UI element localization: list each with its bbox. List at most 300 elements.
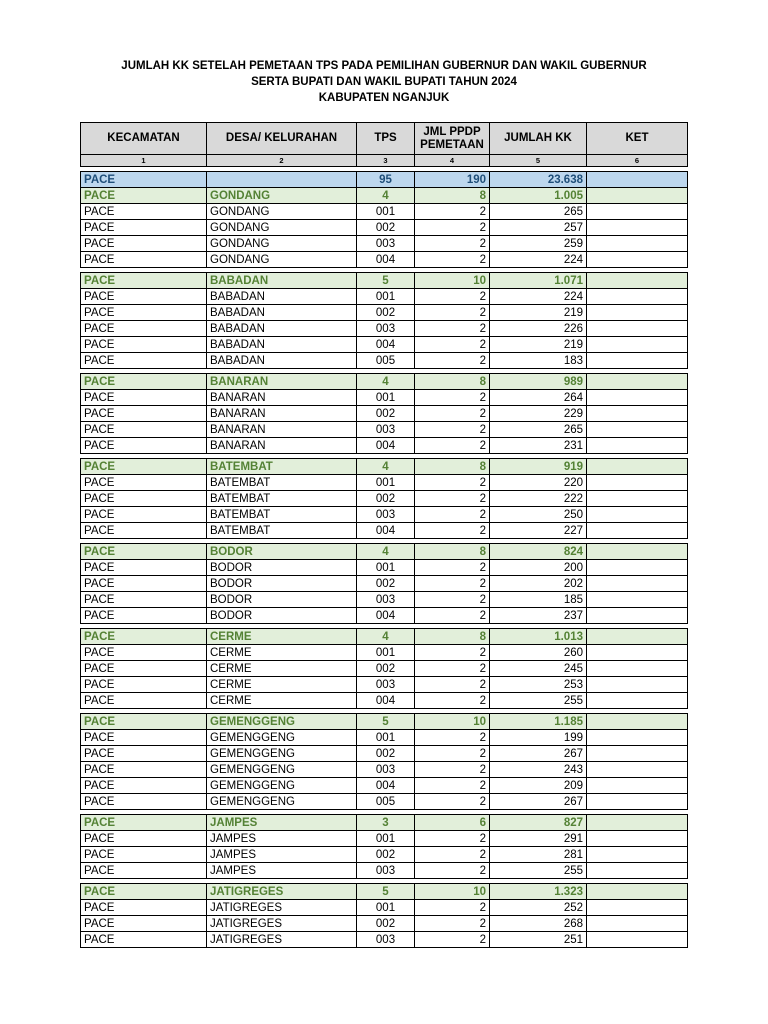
cell-ket xyxy=(587,746,688,762)
cell-ppdp: 2 xyxy=(415,305,490,321)
cell-kk: 252 xyxy=(490,900,587,916)
cell-ket xyxy=(587,576,688,592)
cell-tps: 003 xyxy=(357,422,415,438)
table-row xyxy=(81,305,688,321)
cell-kecamatan: PACE xyxy=(81,390,207,406)
cell-kecamatan: PACE xyxy=(81,252,207,268)
cell-ppdp: 2 xyxy=(415,608,490,624)
group-summary-row xyxy=(81,273,688,289)
cell-tps: 003 xyxy=(357,762,415,778)
cell-tps: 004 xyxy=(357,252,415,268)
cell-ket xyxy=(587,321,688,337)
group-tps: 5 xyxy=(357,884,415,900)
cell-desa: BABADAN xyxy=(207,337,357,353)
table-row xyxy=(81,422,688,438)
table-row xyxy=(81,337,688,353)
cell-ket xyxy=(587,592,688,608)
group-tps: 5 xyxy=(357,714,415,730)
table-row xyxy=(81,523,688,539)
cell-ket xyxy=(587,916,688,932)
cell-kk: 265 xyxy=(490,422,587,438)
cell-kecamatan: PACE xyxy=(81,778,207,794)
cell-kk: 202 xyxy=(490,576,587,592)
cell-ket xyxy=(587,645,688,661)
cell-ppdp: 2 xyxy=(415,576,490,592)
cell-ket xyxy=(587,900,688,916)
cell-ppdp: 2 xyxy=(415,491,490,507)
cell-ppdp: 2 xyxy=(415,438,490,454)
cell-ppdp: 2 xyxy=(415,204,490,220)
cell-ppdp: 2 xyxy=(415,746,490,762)
cell-kecamatan: PACE xyxy=(81,204,207,220)
group-kecamatan: PACE xyxy=(81,815,207,831)
group-kecamatan: PACE xyxy=(81,714,207,730)
group-ket xyxy=(587,714,688,730)
cell-ppdp: 2 xyxy=(415,762,490,778)
table-row xyxy=(81,900,688,916)
cell-tps: 002 xyxy=(357,576,415,592)
document-title-line3: KABUPATEN NGANJUK xyxy=(318,92,450,104)
group-ppdp: 8 xyxy=(415,374,490,390)
cell-desa: BANARAN xyxy=(207,390,357,406)
cell-ppdp: 2 xyxy=(415,645,490,661)
cell-ppdp: 2 xyxy=(415,422,490,438)
cell-tps: 004 xyxy=(357,438,415,454)
group-ppdp: 8 xyxy=(415,459,490,475)
cell-ket xyxy=(587,289,688,305)
cell-ppdp: 2 xyxy=(415,560,490,576)
cell-kk: 251 xyxy=(490,932,587,948)
cell-kk: 291 xyxy=(490,831,587,847)
cell-desa: CERME xyxy=(207,677,357,693)
table-row xyxy=(81,794,688,810)
cell-kecamatan: PACE xyxy=(81,576,207,592)
group-kecamatan: PACE xyxy=(81,459,207,475)
table-row xyxy=(81,576,688,592)
header-row xyxy=(81,123,688,155)
table-row xyxy=(81,762,688,778)
header-jumlah-kk: JUMLAH KK xyxy=(490,123,587,155)
table-row xyxy=(81,693,688,709)
group-kk: 1.005 xyxy=(490,188,587,204)
group-summary-row xyxy=(81,815,688,831)
group-desa: JATIGREGES xyxy=(207,884,357,900)
table-row xyxy=(81,778,688,794)
cell-kecamatan: PACE xyxy=(81,847,207,863)
cell-kecamatan: PACE xyxy=(81,608,207,624)
cell-ppdp: 2 xyxy=(415,337,490,353)
cell-kk: 199 xyxy=(490,730,587,746)
cell-desa: GONDANG xyxy=(207,220,357,236)
table-row xyxy=(81,438,688,454)
header-ket: KET xyxy=(587,123,688,155)
table-row xyxy=(81,220,688,236)
cell-ket xyxy=(587,390,688,406)
cell-tps: 002 xyxy=(357,406,415,422)
table-row xyxy=(81,353,688,369)
cell-kecamatan: PACE xyxy=(81,523,207,539)
group-desa: CERME xyxy=(207,629,357,645)
group-kecamatan: PACE xyxy=(81,273,207,289)
group-ppdp: 8 xyxy=(415,629,490,645)
group-desa: BODOR xyxy=(207,544,357,560)
cell-desa: CERME xyxy=(207,645,357,661)
cell-desa: BODOR xyxy=(207,576,357,592)
cell-ppdp: 2 xyxy=(415,900,490,916)
cell-ppdp: 2 xyxy=(415,252,490,268)
cell-desa: BABADAN xyxy=(207,321,357,337)
col-number: 4 xyxy=(415,155,490,167)
cell-desa: CERME xyxy=(207,693,357,709)
cell-desa: BATEMBAT xyxy=(207,523,357,539)
cell-tps: 002 xyxy=(357,220,415,236)
group-summary-row xyxy=(81,629,688,645)
group-ket xyxy=(587,188,688,204)
cell-ket xyxy=(587,204,688,220)
cell-kk: 220 xyxy=(490,475,587,491)
cell-desa: BANARAN xyxy=(207,422,357,438)
table-row xyxy=(81,204,688,220)
cell-desa: GEMENGGENG xyxy=(207,778,357,794)
cell-desa: BODOR xyxy=(207,608,357,624)
group-ket xyxy=(587,459,688,475)
cell-kecamatan: PACE xyxy=(81,406,207,422)
cell-kk: 257 xyxy=(490,220,587,236)
cell-ppdp: 2 xyxy=(415,778,490,794)
cell-kk: 264 xyxy=(490,390,587,406)
group-ppdp: 10 xyxy=(415,273,490,289)
cell-ket xyxy=(587,762,688,778)
table-row xyxy=(81,661,688,677)
cell-tps: 003 xyxy=(357,677,415,693)
cell-ppdp: 2 xyxy=(415,236,490,252)
cell-kk: 243 xyxy=(490,762,587,778)
group-ket xyxy=(587,884,688,900)
group-tps: 4 xyxy=(357,544,415,560)
table-row xyxy=(81,236,688,252)
cell-tps: 001 xyxy=(357,560,415,576)
table-row xyxy=(81,475,688,491)
table-row xyxy=(81,252,688,268)
cell-kk: 219 xyxy=(490,337,587,353)
cell-kecamatan: PACE xyxy=(81,491,207,507)
cell-tps: 001 xyxy=(357,390,415,406)
cell-ket xyxy=(587,353,688,369)
cell-kk: 265 xyxy=(490,204,587,220)
cell-ppdp: 2 xyxy=(415,220,490,236)
group-tps: 4 xyxy=(357,188,415,204)
cell-tps: 004 xyxy=(357,693,415,709)
document-title-line1: JUMLAH KK SETELAH PEMETAAN TPS PADA PEMILIHAN GUBERNUR DAN WAKIL GUBERNUR xyxy=(121,60,647,72)
cell-tps: 003 xyxy=(357,321,415,337)
group-tps: 4 xyxy=(357,459,415,475)
cell-ket xyxy=(587,677,688,693)
group-kecamatan: PACE xyxy=(81,884,207,900)
cell-kk: 224 xyxy=(490,289,587,305)
cell-kecamatan: PACE xyxy=(81,900,207,916)
cell-desa: JAMPES xyxy=(207,847,357,863)
cell-tps: 001 xyxy=(357,289,415,305)
cell-kk: 255 xyxy=(490,693,587,709)
group-desa: BABADAN xyxy=(207,273,357,289)
cell-kk: 250 xyxy=(490,507,587,523)
table-row xyxy=(81,321,688,337)
cell-tps: 003 xyxy=(357,592,415,608)
total-desa xyxy=(207,172,357,188)
cell-ppdp: 2 xyxy=(415,475,490,491)
group-kk: 824 xyxy=(490,544,587,560)
cell-kk: 255 xyxy=(490,863,587,879)
cell-desa: BODOR xyxy=(207,560,357,576)
col-number: 3 xyxy=(357,155,415,167)
cell-ppdp: 2 xyxy=(415,677,490,693)
cell-ppdp: 2 xyxy=(415,390,490,406)
group-summary-row xyxy=(81,188,688,204)
cell-ppdp: 2 xyxy=(415,847,490,863)
cell-kecamatan: PACE xyxy=(81,592,207,608)
cell-kk: 229 xyxy=(490,406,587,422)
cell-kecamatan: PACE xyxy=(81,475,207,491)
cell-kecamatan: PACE xyxy=(81,916,207,932)
cell-ket xyxy=(587,491,688,507)
cell-kecamatan: PACE xyxy=(81,353,207,369)
table-row xyxy=(81,507,688,523)
cell-tps: 004 xyxy=(357,778,415,794)
group-ket xyxy=(587,544,688,560)
group-kk: 1.323 xyxy=(490,884,587,900)
cell-desa: JATIGREGES xyxy=(207,900,357,916)
cell-desa: BANARAN xyxy=(207,406,357,422)
cell-ket xyxy=(587,422,688,438)
cell-kk: 227 xyxy=(490,523,587,539)
cell-ket xyxy=(587,847,688,863)
cell-desa: BATEMBAT xyxy=(207,491,357,507)
cell-kecamatan: PACE xyxy=(81,422,207,438)
cell-kk: 231 xyxy=(490,438,587,454)
header-kecamatan: KECAMATAN xyxy=(81,123,207,155)
cell-kecamatan: PACE xyxy=(81,730,207,746)
cell-kecamatan: PACE xyxy=(81,746,207,762)
cell-ket xyxy=(587,236,688,252)
group-kecamatan: PACE xyxy=(81,374,207,390)
cell-ket xyxy=(587,661,688,677)
cell-kecamatan: PACE xyxy=(81,220,207,236)
cell-kk: 200 xyxy=(490,560,587,576)
group-ppdp: 10 xyxy=(415,714,490,730)
table-row xyxy=(81,592,688,608)
cell-tps: 004 xyxy=(357,608,415,624)
kk-table xyxy=(80,122,688,948)
group-ppdp: 10 xyxy=(415,884,490,900)
cell-tps: 002 xyxy=(357,491,415,507)
table-row xyxy=(81,730,688,746)
cell-tps: 001 xyxy=(357,831,415,847)
cell-kecamatan: PACE xyxy=(81,863,207,879)
cell-ppdp: 2 xyxy=(415,507,490,523)
cell-desa: GEMENGGENG xyxy=(207,730,357,746)
cell-ket xyxy=(587,523,688,539)
cell-ppdp: 2 xyxy=(415,289,490,305)
cell-tps: 002 xyxy=(357,305,415,321)
cell-desa: GONDANG xyxy=(207,252,357,268)
cell-kecamatan: PACE xyxy=(81,289,207,305)
cell-ppdp: 2 xyxy=(415,863,490,879)
col-number: 5 xyxy=(490,155,587,167)
cell-desa: CERME xyxy=(207,661,357,677)
cell-desa: JAMPES xyxy=(207,863,357,879)
cell-ket xyxy=(587,305,688,321)
cell-desa: GEMENGGENG xyxy=(207,762,357,778)
total-kecamatan: PACE xyxy=(81,172,207,188)
group-ket xyxy=(587,374,688,390)
group-ket xyxy=(587,629,688,645)
header-jml-ppdp-line1: JML PPDP xyxy=(423,125,481,138)
cell-ppdp: 2 xyxy=(415,321,490,337)
cell-tps: 001 xyxy=(357,730,415,746)
cell-tps: 004 xyxy=(357,337,415,353)
table-row xyxy=(81,677,688,693)
cell-tps: 003 xyxy=(357,932,415,948)
cell-tps: 002 xyxy=(357,847,415,863)
group-kk: 827 xyxy=(490,815,587,831)
table-row xyxy=(81,831,688,847)
group-kk: 1.071 xyxy=(490,273,587,289)
cell-ket xyxy=(587,220,688,236)
document-title-line2: SERTA BUPATI DAN WAKIL BUPATI TAHUN 2024 xyxy=(251,76,517,88)
cell-kk: 222 xyxy=(490,491,587,507)
cell-tps: 003 xyxy=(357,507,415,523)
cell-kecamatan: PACE xyxy=(81,794,207,810)
cell-kk: 183 xyxy=(490,353,587,369)
cell-tps: 001 xyxy=(357,900,415,916)
cell-kk: 281 xyxy=(490,847,587,863)
cell-kk: 260 xyxy=(490,645,587,661)
table-row xyxy=(81,863,688,879)
header-jml-ppdp xyxy=(415,123,490,155)
group-ppdp: 8 xyxy=(415,188,490,204)
cell-kecamatan: PACE xyxy=(81,337,207,353)
table-row xyxy=(81,406,688,422)
cell-kk: 226 xyxy=(490,321,587,337)
col-number: 1 xyxy=(81,155,207,167)
table-row xyxy=(81,289,688,305)
cell-ppdp: 2 xyxy=(415,794,490,810)
total-tps: 95 xyxy=(357,172,415,188)
cell-ket xyxy=(587,507,688,523)
cell-desa: BODOR xyxy=(207,592,357,608)
cell-ket xyxy=(587,831,688,847)
group-ket xyxy=(587,273,688,289)
table-row xyxy=(81,390,688,406)
cell-tps: 002 xyxy=(357,746,415,762)
cell-kecamatan: PACE xyxy=(81,305,207,321)
cell-desa: JATIGREGES xyxy=(207,932,357,948)
group-kk: 1.013 xyxy=(490,629,587,645)
group-tps: 4 xyxy=(357,374,415,390)
cell-ppdp: 2 xyxy=(415,406,490,422)
cell-ket xyxy=(587,438,688,454)
table-row xyxy=(81,916,688,932)
total-ket xyxy=(587,172,688,188)
cell-kecamatan: PACE xyxy=(81,560,207,576)
group-kk: 989 xyxy=(490,374,587,390)
cell-ppdp: 2 xyxy=(415,730,490,746)
cell-ket xyxy=(587,932,688,948)
cell-kk: 245 xyxy=(490,661,587,677)
group-ket xyxy=(587,815,688,831)
cell-kecamatan: PACE xyxy=(81,661,207,677)
cell-kk: 237 xyxy=(490,608,587,624)
cell-kk: 219 xyxy=(490,305,587,321)
group-desa: GEMENGGENG xyxy=(207,714,357,730)
group-kk: 919 xyxy=(490,459,587,475)
cell-ket xyxy=(587,337,688,353)
header-desa: DESA/ KELURAHAN xyxy=(207,123,357,155)
cell-ppdp: 2 xyxy=(415,661,490,677)
cell-ppdp: 2 xyxy=(415,353,490,369)
cell-kecamatan: PACE xyxy=(81,932,207,948)
cell-kk: 209 xyxy=(490,778,587,794)
cell-tps: 004 xyxy=(357,523,415,539)
cell-desa: BABADAN xyxy=(207,289,357,305)
total-kk: 23.638 xyxy=(490,172,587,188)
cell-ket xyxy=(587,252,688,268)
group-desa: JAMPES xyxy=(207,815,357,831)
group-summary-row xyxy=(81,544,688,560)
table-row xyxy=(81,645,688,661)
group-ppdp: 6 xyxy=(415,815,490,831)
cell-desa: GONDANG xyxy=(207,236,357,252)
cell-kk: 268 xyxy=(490,916,587,932)
table-row xyxy=(81,847,688,863)
col-number: 2 xyxy=(207,155,357,167)
cell-desa: JAMPES xyxy=(207,831,357,847)
cell-ppdp: 2 xyxy=(415,592,490,608)
cell-tps: 002 xyxy=(357,916,415,932)
cell-kecamatan: PACE xyxy=(81,236,207,252)
group-kk: 1.185 xyxy=(490,714,587,730)
cell-ket xyxy=(587,406,688,422)
cell-desa: BATEMBAT xyxy=(207,475,357,491)
cell-desa: GEMENGGENG xyxy=(207,794,357,810)
group-ppdp: 8 xyxy=(415,544,490,560)
cell-desa: BABADAN xyxy=(207,305,357,321)
group-kecamatan: PACE xyxy=(81,629,207,645)
group-kecamatan: PACE xyxy=(81,188,207,204)
col-number: 6 xyxy=(587,155,688,167)
group-desa: GONDANG xyxy=(207,188,357,204)
cell-tps: 001 xyxy=(357,204,415,220)
cell-kk: 267 xyxy=(490,746,587,762)
header-tps: TPS xyxy=(357,123,415,155)
cell-kecamatan: PACE xyxy=(81,693,207,709)
group-summary-row xyxy=(81,459,688,475)
cell-tps: 001 xyxy=(357,645,415,661)
cell-ket xyxy=(587,863,688,879)
cell-kecamatan: PACE xyxy=(81,762,207,778)
table-row xyxy=(81,491,688,507)
group-summary-row xyxy=(81,374,688,390)
cell-desa: GEMENGGENG xyxy=(207,746,357,762)
cell-ppdp: 2 xyxy=(415,932,490,948)
group-desa: BANARAN xyxy=(207,374,357,390)
group-tps: 3 xyxy=(357,815,415,831)
cell-ket xyxy=(587,693,688,709)
cell-kecamatan: PACE xyxy=(81,507,207,523)
cell-desa: BABADAN xyxy=(207,353,357,369)
cell-tps: 003 xyxy=(357,236,415,252)
cell-desa: JATIGREGES xyxy=(207,916,357,932)
